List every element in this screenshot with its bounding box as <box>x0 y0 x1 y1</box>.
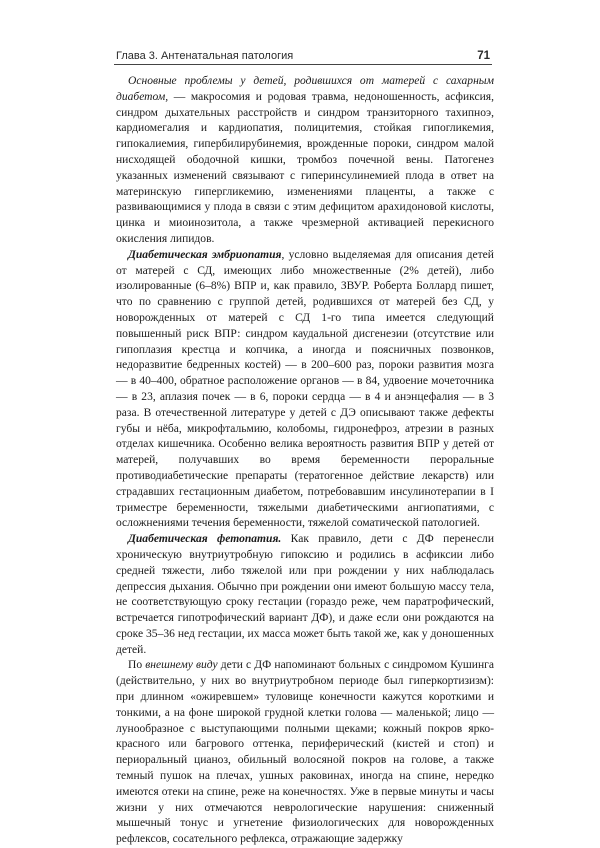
header-rule <box>114 64 492 65</box>
pre-appearance: По <box>128 659 146 672</box>
paragraph-main-problems <box>116 74 494 248</box>
page-number: 71 <box>477 50 490 62</box>
body-text <box>116 74 494 848</box>
term-appearance: внешнему виду <box>145 659 218 672</box>
term-diabetic-fetopathy: Диабетическая фетопатия. <box>128 533 282 546</box>
lead-main-problems: Основные проблемы у детей, родившихся от матерей с сахарным диабетом, <box>116 75 494 103</box>
paragraph-appearance <box>116 658 494 848</box>
text-embryopathy: , условно выделяемая для описания детей от матерей с СД, имеющих либо множественные (2% детей), либо изолированные (6–8%) ВПР и, как правило, ЗВУР. Роберта Боллард пишет, что по сравнению с группой детей, родившихся от матерей без СД, у новорожденных от матерей с СД 1-го типа имеется следующий повышенный риск ВПР: синдром каудальной дисгенезии (отсутствие или гипоплазия крестца и копчика, а иногда и поясничных позвонков, недоразвитие бедренных костей) — в 200–600 раз, пороки развития мозга — в 40–400, обратное расположение органов — в 84, удвоение мочеточника — в 23, аплазия почек — в 6, пороки сердца — в 4 и анэнцефалия — в 3 раза. В отечественной литературе у детей с ДЭ описывают также дефекты губы и нёба, микрофтальмию, колобомы, гидронефроз, атрезии в разных отделах кишечника. Особенно велика вероятность развития ВПР у детей от матерей, получавших во время беременности пероральные противодиабетические препараты (тератогенное действие лекарств) или страдавших гестационным диабетом, потребовавшим инсулинотерапии в I триместре беременности, тяжелыми диабетическими ангиопатиями, с осложнениями течения беременности, тяжелой соматической патологией. <box>116 248 494 530</box>
text-appearance: дети с ДФ напоминают больных с синдромом Кушинга (действительно, у них во внутриутробном периоде был гиперкортизизм): при длинном «ожиревшем» туловище конечности кажутся короткими и тонкими, а на фоне широкой грудной клетки голова — маленькой; лицо — лунообразное с выступающими полными щеками; кожный покров ярко-красного или багрового оттенка, периферический (кистей и стоп) и периоральный цианоз, обильный волосяной покров на голове, а также темный пушок на плечах, ушных раковинах, иногда на спине, нередко имеются отеки на спине, реже на конечностях. Уже в первые минуты и часы жизни у них отмечаются неврологические нарушения: сниженный мышечный тонус и угнетение физиологических для новорожденных рефлексов, сосательного рефлекса, отражающие задержку <box>116 659 494 846</box>
text-fetopathy: Как правило, дети с ДФ перенесли хроническую внутриутробную гипоксию и родились в асфиксии либо средней тяжести, либо тяжелой или при рождении у них наблюдалась депрессия дыхания. Обычно при рождении они имеют большую массу тела, не соответствующую сроку гестации (гораздо реже, чем паратрофический, встречается гипотрофический вариант ДФ), и даже если они рождаются на сроке 35–36 нед гестации, их масса может быть такой же, как у доношенных детей. <box>116 533 495 656</box>
text-main-problems: — макросомия и родовая травма, недоношенность, асфиксия, синдром дыхательных расстройств и синдром транзиторного тахипноэ, кардиомегалия и кардиопатия, полицитемия, стойкая гипогликемия, гипокалиемия, гипербилирубинемия, врожденные пороки, синдром малой нисходящей ободочной кишки, тромбоз почечной вены. Патогенез указанных изменений связывают с гиперинсулинемией плода в ответ на материнскую гипергликемию, изменениями плаценты, а также с развивающимися у плода в связи с этим дефицитом арахидоновой кислоты, цинка и миоинозитола, а также чрезмерной активацией перекисного окисления липидов. <box>116 90 494 245</box>
chapter-title: Глава 3. Антенатальная патология <box>116 50 294 62</box>
term-diabetic-embryopathy: Диабетическая эмбриопатия <box>128 248 282 261</box>
paragraph-fetopathy <box>116 532 494 658</box>
running-header <box>116 50 490 62</box>
paragraph-embryopathy <box>116 248 494 532</box>
